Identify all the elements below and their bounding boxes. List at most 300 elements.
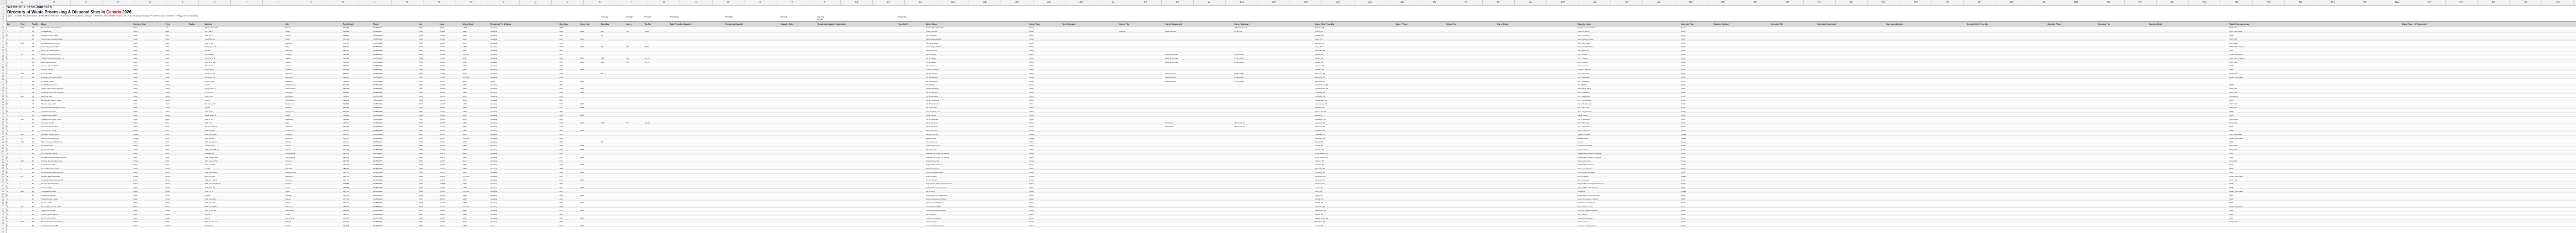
table-cell[interactable]	[644, 221, 669, 223]
table-cell[interactable]	[1118, 99, 1164, 102]
table-cell[interactable]	[1713, 95, 1771, 98]
table-cell[interactable]	[1061, 190, 1119, 193]
table-cell[interactable]: Emterra Environmental Burnaby	[41, 221, 63, 223]
table-cell[interactable]: 604-555-0409	[372, 137, 383, 139]
table-cell[interactable]	[2402, 217, 2574, 220]
table-cell[interactable]	[1234, 99, 1314, 102]
table-cell[interactable]: Sylvan Lake, AB	[1315, 110, 1327, 113]
table-cell[interactable]: MSW	[2229, 202, 2233, 204]
table-cell[interactable]	[1165, 164, 1234, 166]
table-cell[interactable]	[1967, 80, 2047, 83]
table-cell[interactable]	[1446, 49, 1496, 52]
table-cell[interactable]: AB-2	[165, 34, 170, 37]
table-cell[interactable]: 604-555-0497	[372, 167, 383, 170]
table-cell[interactable]	[2402, 92, 2574, 94]
table-cell[interactable]: Private	[1029, 27, 1035, 29]
table-cell[interactable]: -113.38	[439, 118, 445, 120]
table-cell[interactable]	[897, 103, 925, 105]
table-cell[interactable]: MSW	[463, 224, 467, 227]
table-cell[interactable]: 37	[7, 164, 9, 166]
table-cell[interactable]: Public	[1681, 171, 1686, 174]
table-cell[interactable]	[1395, 99, 1446, 102]
table-row[interactable]	[6, 49, 2576, 52]
table-cell[interactable]	[897, 30, 925, 33]
table-cell[interactable]	[670, 57, 725, 60]
table-cell[interactable]: Lloydminster	[285, 99, 294, 101]
row-number[interactable]: 1	[3, 6, 4, 8]
table-cell[interactable]: BC	[32, 175, 35, 177]
column-header[interactable]: Type	[20, 23, 25, 25]
table-cell[interactable]	[725, 95, 780, 98]
table-cell[interactable]	[1497, 73, 1577, 75]
table-cell[interactable]	[2402, 46, 2574, 48]
table-cell[interactable]	[2402, 156, 2574, 159]
table-cell[interactable]: City of Red Deer	[925, 106, 938, 109]
table-row[interactable]	[6, 76, 2576, 79]
table-cell[interactable]: Resort Municipality of Whistler	[925, 198, 947, 200]
table-cell[interactable]	[2402, 42, 2574, 45]
table-cell[interactable]: Operating	[490, 30, 498, 33]
table-cell[interactable]	[1497, 126, 1577, 128]
column-header[interactable]: Lat	[419, 23, 422, 25]
table-cell[interactable]: Wastech Services	[1578, 129, 1590, 132]
table-cell[interactable]: -112.43	[439, 46, 445, 48]
table-cell[interactable]: Public	[1681, 183, 1686, 185]
column-header[interactable]: Owner Department	[1165, 23, 1182, 25]
table-cell[interactable]	[644, 130, 669, 132]
column-header[interactable]: Phone	[372, 23, 379, 25]
table-cell[interactable]	[1886, 42, 1966, 45]
table-cell[interactable]: Surrey Biofuel Facility	[41, 190, 57, 193]
table-cell[interactable]: 2000 Foothills Blvd	[205, 156, 218, 158]
column-header[interactable]: Capacity Calc.	[781, 23, 793, 25]
row-number[interactable]: 71	[2, 207, 4, 210]
table-cell[interactable]	[1118, 160, 1164, 163]
table-cell[interactable]	[626, 87, 645, 90]
table-cell[interactable]: 40	[7, 175, 9, 177]
table-cell[interactable]	[1061, 57, 1119, 60]
table-cell[interactable]: 403-555-0199	[372, 61, 383, 63]
table-cell[interactable]	[2047, 53, 2097, 56]
table-cell[interactable]: 4	[7, 38, 8, 41]
table-cell[interactable]	[188, 34, 204, 37]
table-cell[interactable]	[644, 183, 669, 185]
table-cell[interactable]: Public	[1029, 164, 1034, 166]
column-header-letter[interactable]: AW	[1547, 0, 1579, 5]
table-cell[interactable]: AB	[32, 61, 35, 63]
table-cell[interactable]	[1817, 68, 1886, 71]
table-cell[interactable]: Public	[1029, 38, 1034, 41]
table-cell[interactable]	[670, 149, 725, 151]
column-header-letter[interactable]: L	[359, 0, 391, 5]
table-cell[interactable]	[1234, 202, 1314, 204]
table-cell[interactable]	[1886, 92, 1966, 94]
table-cell[interactable]: Foothills Boulevard Regional Landfill	[41, 156, 66, 158]
table-cell[interactable]: V9E 1J9	[343, 145, 349, 147]
table-cell[interactable]	[600, 65, 625, 67]
table-cell[interactable]: Salmon Arm	[285, 209, 294, 212]
table-cell[interactable]	[1165, 118, 1234, 121]
table-cell[interactable]	[1967, 190, 2047, 193]
table-cell[interactable]: AB	[32, 53, 35, 56]
table-cell[interactable]: T9V 3A2	[343, 99, 349, 101]
row-number[interactable]: 39	[2, 115, 4, 118]
table-cell[interactable]	[780, 171, 817, 174]
table-cell[interactable]: Food & Yard Waste	[2229, 76, 2243, 79]
table-cell[interactable]	[1061, 49, 1119, 52]
table-cell[interactable]	[1967, 111, 2047, 113]
table-cell[interactable]	[897, 118, 925, 121]
table-cell[interactable]: MSW	[463, 167, 467, 170]
table-cell[interactable]	[580, 221, 600, 223]
table-cell[interactable]	[600, 103, 625, 105]
table-cell[interactable]	[626, 217, 645, 220]
table-cell[interactable]	[1886, 111, 1966, 113]
table-cell[interactable]	[1886, 225, 1966, 227]
table-cell[interactable]: MSW, C&D	[2229, 87, 2238, 90]
table-cell[interactable]	[626, 73, 645, 75]
table-cell[interactable]: Operating	[490, 183, 498, 185]
table-cell[interactable]	[1771, 171, 1817, 174]
table-cell[interactable]	[1061, 76, 1119, 79]
table-cell[interactable]	[670, 118, 725, 121]
table-cell[interactable]	[897, 156, 925, 159]
table-cell[interactable]	[1771, 221, 1817, 223]
table-cell[interactable]	[188, 137, 204, 140]
table-cell[interactable]	[780, 141, 817, 144]
table-cell[interactable]	[817, 202, 897, 204]
table-cell[interactable]: MRF	[20, 221, 24, 223]
table-cell[interactable]	[1967, 175, 2047, 178]
table-cell[interactable]: Public	[133, 76, 138, 79]
table-cell[interactable]	[1118, 95, 1164, 98]
table-cell[interactable]	[1713, 38, 1771, 41]
table-cell[interactable]	[1497, 160, 1577, 163]
column-header-letter[interactable]: AM	[1226, 0, 1258, 5]
table-cell[interactable]	[897, 133, 925, 136]
table-cell[interactable]: Regional Dist. North Okanagan	[925, 186, 947, 189]
table-cell[interactable]	[188, 46, 204, 48]
table-cell[interactable]	[780, 202, 817, 204]
table-cell[interactable]	[780, 209, 817, 212]
table-cell[interactable]	[1395, 156, 1446, 159]
table-cell[interactable]	[626, 68, 645, 71]
table-cell[interactable]: 5	[7, 42, 8, 44]
table-cell[interactable]: AB-3	[165, 42, 170, 44]
table-cell[interactable]	[188, 149, 204, 151]
table-cell[interactable]: 50.00	[419, 171, 423, 174]
table-cell[interactable]	[2402, 141, 2574, 144]
table-cell[interactable]: V2A 8T6	[343, 183, 349, 185]
table-cell[interactable]	[2148, 106, 2229, 109]
table-cell[interactable]	[1234, 179, 1314, 182]
table-cell[interactable]: MSW	[463, 30, 467, 33]
table-cell[interactable]	[1967, 65, 2047, 67]
table-cell[interactable]	[580, 53, 600, 56]
table-cell[interactable]: 53.58	[419, 80, 423, 82]
table-cell[interactable]	[670, 141, 725, 144]
table-cell[interactable]: MSW, Recyclables	[2229, 133, 2243, 136]
table-cell[interactable]	[670, 171, 725, 174]
table-cell[interactable]	[817, 133, 897, 136]
table-cell[interactable]	[1713, 118, 1771, 121]
table-cell[interactable]: -99.95	[439, 27, 445, 29]
table-cell[interactable]	[1234, 46, 1314, 48]
table-cell[interactable]: MSW	[463, 68, 467, 71]
table-cell[interactable]	[1061, 156, 1119, 159]
table-cell[interactable]: Barrhead	[285, 42, 292, 44]
table-cell[interactable]: Town of Barrhead	[1578, 42, 1590, 44]
table-cell[interactable]	[2402, 80, 2574, 83]
table-cell[interactable]: MSW	[2229, 114, 2233, 117]
column-header-letter[interactable]: BQ	[2189, 0, 2221, 5]
column-header[interactable]: Prov.	[165, 23, 171, 25]
table-cell[interactable]: MSW	[2229, 156, 2233, 158]
table-cell[interactable]: 250-555-0662	[372, 224, 383, 227]
table-cell[interactable]	[1771, 137, 1817, 140]
table-cell[interactable]	[1061, 171, 1119, 174]
column-header-letter[interactable]: AR	[1386, 0, 1418, 5]
table-cell[interactable]: MSW, C&D	[2229, 61, 2238, 63]
column-header[interactable]: Operator Type	[133, 23, 146, 25]
row-number[interactable]: 76	[2, 222, 4, 224]
table-cell[interactable]: 1985	[560, 91, 563, 94]
table-cell[interactable]: 13	[7, 72, 9, 75]
table-cell[interactable]	[1497, 130, 1577, 132]
table-cell[interactable]	[1118, 179, 1164, 182]
column-header[interactable]: Owner Phone	[1395, 23, 1408, 25]
table-cell[interactable]: Hwy 28	[205, 49, 210, 52]
table-cell[interactable]: 600	[601, 72, 604, 75]
column-header[interactable]: Operator Phone	[2047, 23, 2062, 25]
table-cell[interactable]: Aurora Landfill	[41, 30, 52, 33]
table-cell[interactable]	[1165, 130, 1234, 132]
table-row[interactable]	[6, 68, 2576, 71]
table-cell[interactable]	[2402, 111, 2574, 113]
table-cell[interactable]	[1817, 111, 1886, 113]
table-cell[interactable]	[1165, 92, 1234, 94]
table-cell[interactable]	[670, 38, 725, 41]
table-cell[interactable]: City of Kamloops	[925, 179, 938, 181]
table-cell[interactable]	[644, 168, 669, 170]
table-cell[interactable]	[2098, 179, 2148, 182]
table-cell[interactable]: Lethbridge MRF	[41, 95, 53, 98]
table-cell[interactable]: BC	[32, 190, 35, 193]
table-cell[interactable]	[1771, 76, 1817, 79]
column-header[interactable]: Total Permitted Capacity	[670, 23, 692, 25]
table-cell[interactable]: BC	[32, 209, 35, 212]
table-cell[interactable]: 2060	[580, 103, 584, 105]
table-cell[interactable]: 5150 Riverbend Dr	[205, 141, 218, 143]
table-row[interactable]	[6, 114, 2576, 117]
table-cell[interactable]: 28	[7, 129, 9, 132]
table-cell[interactable]: Prince George, BC	[1315, 152, 1328, 155]
table-cell[interactable]: MSW, C&D, Industrial	[2229, 57, 2245, 60]
table-cell[interactable]	[897, 183, 925, 185]
table-cell[interactable]: 1500 Hwy 97	[205, 129, 214, 132]
table-cell[interactable]: Private	[133, 221, 139, 223]
table-cell[interactable]: Regional Dist. Fraser-Fort George	[1578, 152, 1601, 155]
row-number[interactable]: 73	[2, 213, 4, 216]
table-cell[interactable]	[1061, 65, 1119, 67]
table-row[interactable]	[6, 202, 2576, 204]
table-cell[interactable]: Operating	[490, 133, 498, 136]
table-cell[interactable]	[580, 160, 600, 163]
table-cell[interactable]	[188, 190, 204, 193]
column-header-letter[interactable]: BM	[2060, 0, 2092, 5]
table-cell[interactable]: 1301 20 Ave SE	[205, 209, 216, 212]
row-number[interactable]: 66	[2, 193, 4, 195]
table-cell[interactable]: 49.96	[419, 148, 423, 151]
table-cell[interactable]: Glenmore Landfill	[41, 148, 54, 151]
table-cell[interactable]	[1967, 202, 2047, 204]
table-cell[interactable]	[2402, 34, 2574, 37]
table-cell[interactable]	[1771, 111, 1817, 113]
column-header-letter[interactable]: BR	[2221, 0, 2253, 5]
table-cell[interactable]: Waste Services	[1165, 80, 1176, 82]
table-cell[interactable]: CP	[20, 175, 23, 177]
table-cell[interactable]: Cowichan Valley Regional	[925, 224, 944, 227]
table-cell[interactable]	[2098, 73, 2148, 75]
table-cell[interactable]	[626, 103, 645, 105]
table-cell[interactable]: L	[20, 164, 22, 166]
row-number[interactable]: 36	[2, 106, 4, 109]
row-number[interactable]: 20	[2, 61, 4, 63]
table-cell[interactable]: Hwy 3 East	[205, 95, 213, 98]
table-row[interactable]	[6, 209, 2576, 212]
table-cell[interactable]: T2C 4E2	[343, 57, 349, 60]
table-cell[interactable]	[2098, 46, 2148, 48]
table-cell[interactable]	[1446, 141, 1496, 144]
table-cell[interactable]: Regional Dist. Okanagan-Similkameen	[925, 183, 953, 185]
table-cell[interactable]	[1118, 175, 1164, 178]
table-cell[interactable]	[1446, 57, 1496, 60]
table-cell[interactable]: 15	[7, 80, 9, 82]
table-cell[interactable]: T9H 5B3	[343, 84, 349, 86]
table-cell[interactable]	[1061, 152, 1119, 155]
table-cell[interactable]: Range Road 150	[205, 46, 217, 48]
table-row[interactable]	[6, 95, 2576, 98]
table-cell[interactable]	[780, 92, 817, 94]
table-cell[interactable]	[897, 145, 925, 147]
table-cell[interactable]: Calgary	[285, 53, 291, 56]
table-cell[interactable]	[626, 137, 645, 140]
table-cell[interactable]: 4715 50 Ave	[205, 110, 214, 113]
table-cell[interactable]	[670, 30, 725, 33]
table-cell[interactable]: AB-3	[165, 38, 170, 41]
table-cell[interactable]: L	[20, 217, 22, 219]
table-cell[interactable]	[1234, 183, 1314, 185]
table-cell[interactable]	[644, 111, 669, 113]
table-cell[interactable]	[1771, 160, 1817, 163]
table-cell[interactable]: AB-12	[165, 91, 170, 94]
table-cell[interactable]	[1713, 27, 1771, 29]
row-number[interactable]: 3	[3, 12, 4, 14]
table-cell[interactable]	[1817, 49, 1886, 52]
table-cell[interactable]	[1713, 149, 1771, 151]
table-cell[interactable]: BC-9	[165, 160, 170, 162]
table-cell[interactable]	[1713, 130, 1771, 132]
table-cell[interactable]: Medicine Hat	[285, 103, 295, 105]
table-cell[interactable]: Public	[1029, 167, 1034, 170]
column-header-letter[interactable]: BZ	[2478, 0, 2510, 5]
table-cell[interactable]	[1497, 179, 1577, 182]
table-cell[interactable]: AB	[32, 68, 35, 71]
table-cell[interactable]	[2098, 206, 2148, 208]
table-cell[interactable]	[580, 141, 600, 144]
table-cell[interactable]: Public	[1681, 110, 1686, 113]
table-cell[interactable]: Clover Bar Landfill	[41, 80, 54, 82]
table-cell[interactable]	[1886, 168, 1966, 170]
table-cell[interactable]: 2005	[560, 167, 563, 170]
table-cell[interactable]: 2005	[560, 27, 563, 29]
table-cell[interactable]: 10	[7, 61, 9, 63]
table-cell[interactable]	[1118, 61, 1164, 64]
table-cell[interactable]	[2047, 164, 2097, 166]
table-cell[interactable]	[1165, 183, 1234, 185]
table-cell[interactable]	[580, 190, 600, 193]
table-cell[interactable]: Organics	[463, 137, 469, 139]
table-cell[interactable]: City of Lethbridge	[925, 95, 938, 98]
table-cell[interactable]	[600, 168, 625, 170]
table-cell[interactable]: Brandon Material Reclaim	[925, 27, 944, 29]
table-cell[interactable]: 1800	[601, 61, 605, 63]
table-cell[interactable]	[1061, 103, 1119, 105]
table-cell[interactable]	[1165, 187, 1234, 189]
column-header-letter[interactable]: J	[295, 0, 327, 5]
table-cell[interactable]: 53.51	[419, 30, 423, 33]
table-cell[interactable]: City of Calgary	[925, 61, 936, 63]
table-cell[interactable]	[2047, 160, 2097, 163]
table-cell[interactable]	[1446, 221, 1496, 223]
table-cell[interactable]	[1713, 209, 1771, 212]
table-cell[interactable]: Coquitlam, BC	[1315, 133, 1325, 136]
table-cell[interactable]: Public	[133, 84, 138, 86]
table-cell[interactable]	[780, 57, 817, 60]
table-cell[interactable]: T4N 3T4	[343, 106, 349, 109]
table-cell[interactable]	[600, 84, 625, 86]
table-cell[interactable]: Fraser Richmond Soil	[925, 205, 941, 208]
table-cell[interactable]	[897, 87, 925, 90]
table-cell[interactable]: Public	[133, 103, 138, 105]
table-cell[interactable]: 49.03	[419, 175, 423, 177]
table-cell[interactable]: 780-555-0144	[372, 42, 383, 44]
table-cell[interactable]	[626, 198, 645, 201]
table-cell[interactable]	[1771, 68, 1817, 71]
table-cell[interactable]	[817, 164, 897, 166]
table-cell[interactable]: -119.56	[439, 183, 445, 185]
table-cell[interactable]: 2000	[560, 76, 563, 79]
table-cell[interactable]	[2148, 30, 2229, 33]
column-header[interactable]: Year Cap'd	[898, 23, 908, 25]
table-cell[interactable]	[817, 106, 897, 109]
table-cell[interactable]: L	[20, 145, 22, 147]
table-cell[interactable]: MSW	[463, 156, 467, 158]
table-cell[interactable]: -111.38	[439, 84, 445, 86]
table-cell[interactable]	[1234, 106, 1314, 109]
table-cell[interactable]	[1061, 122, 1119, 124]
table-cell[interactable]	[1061, 194, 1119, 197]
table-cell[interactable]	[1395, 141, 1446, 144]
table-cell[interactable]	[188, 76, 204, 79]
table-cell[interactable]	[580, 198, 600, 201]
table-cell[interactable]	[725, 168, 780, 170]
table-cell[interactable]	[817, 118, 897, 121]
table-cell[interactable]	[1713, 68, 1771, 71]
table-cell[interactable]: 5602 54 Ave	[205, 118, 214, 120]
table-cell[interactable]: 49.48	[419, 202, 423, 204]
row-number[interactable]: 24	[2, 72, 4, 75]
